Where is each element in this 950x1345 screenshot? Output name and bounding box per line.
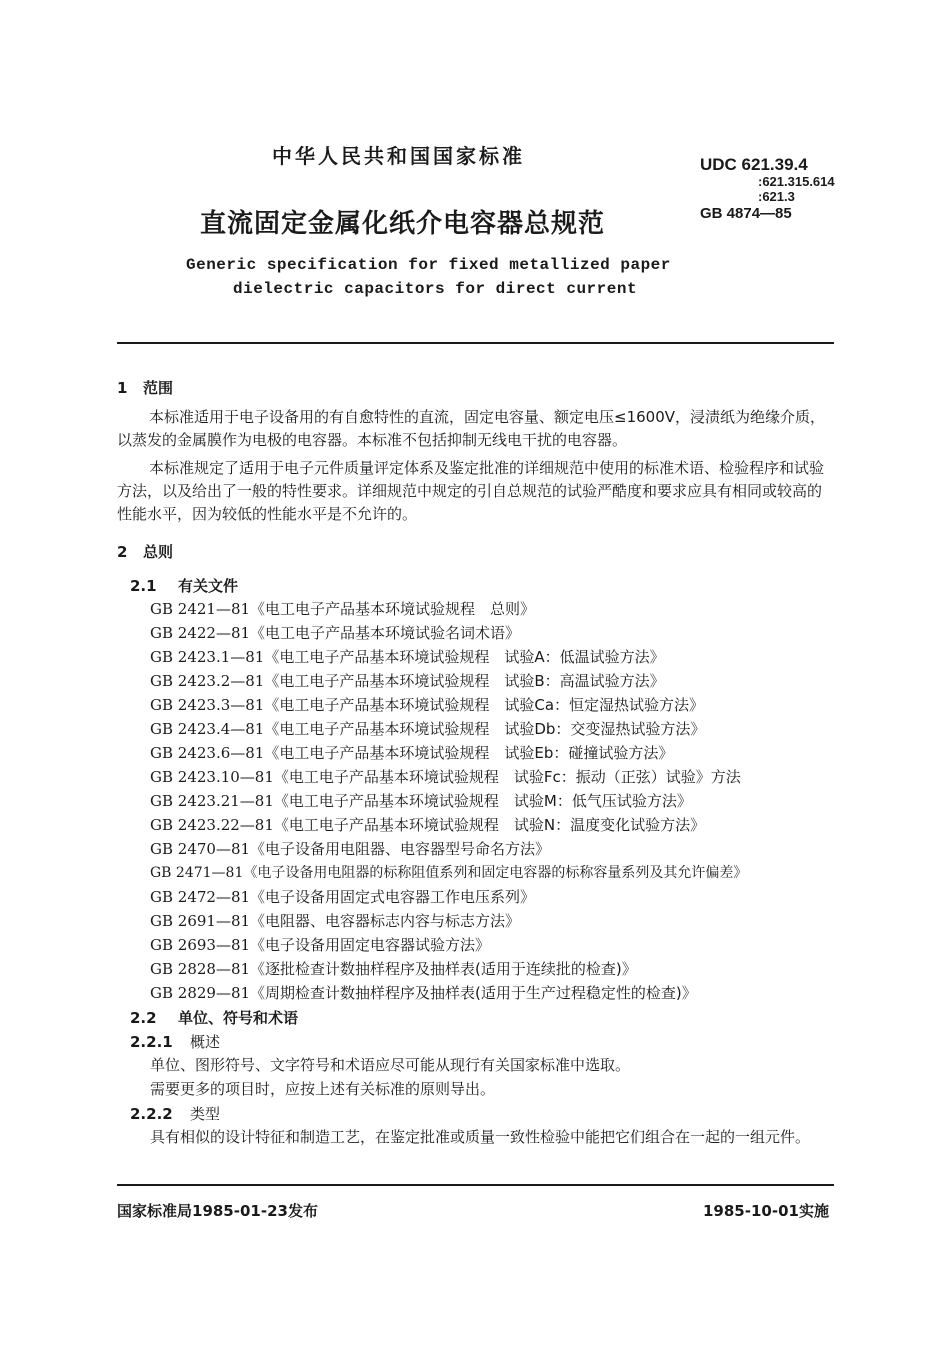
reference-title: 《电子设备用固定电容器试验方法》 [250,936,491,954]
reference-title: 《周期检查计数抽样程序及抽样表(适用于生产过程稳定性的检查)》 [250,984,697,1002]
reference-code: GB 2423.3—81 [150,696,265,714]
udc-code: UDC 621.39.4 [700,155,808,174]
reference-title: 《电工电子产品基本环境试验规程 试验M：低气压试验方法》 [273,792,692,810]
subsection-2-2-heading [130,1007,298,1028]
overview-paragraph-1: 单位、图形符号、文字符号和术语应尽可能从现行有关国家标准中选取。 [150,1056,631,1074]
reference-item [150,886,535,907]
reference-item [150,982,697,1003]
reference-title: 《电工电子产品基本环境试验规程 试验A：低温试验方法》 [264,648,665,666]
udc-code-line2: :621.315.614 [758,174,835,189]
reference-code: GB 2691—81 [150,912,251,930]
subsection-title: 单位、符号和术语 [178,1009,299,1027]
subsection-number: 2.2 [130,1009,157,1027]
overview-paragraph-2: 需要更多的项目时，应按上述有关标准的原则导出。 [150,1080,496,1098]
subsection-title: 有关文件 [178,577,239,595]
reference-title: 《电工电子产品基本环境试验规程 试验Db：交变湿热试验方法》 [264,720,706,738]
issue-date: 国家标准局1985-01-23发布 [117,1202,318,1220]
reference-item [150,838,550,859]
reference-item [150,790,692,811]
reference-code: GB 2472—81 [150,888,251,906]
reference-code: GB 2423.21—81 [150,792,274,810]
reference-code: GB 2693—81 [150,936,251,954]
classification-block [700,156,835,224]
reference-code: GB 2471—81 [150,865,244,881]
reference-code: GB 2829—81 [150,984,251,1002]
reference-code: GB 2470—81 [150,840,251,858]
reference-code: GB 2423.4—81 [150,720,265,738]
reference-title: 《电工电子产品基本环境试验规程 试验Ca：恒定湿热试验方法》 [264,696,705,714]
reference-item [150,670,665,691]
reference-title: 《电工电子产品基本环境试验规程 总则》 [250,600,536,618]
reference-item [150,910,520,931]
subsection-2-2-1-heading [130,1031,220,1052]
reference-code: GB 2423.2—81 [150,672,265,690]
effective-date: 1985-10-01实施 [703,1202,829,1220]
reference-code: GB 2422—81 [150,624,251,642]
reference-code: GB 2423.22—81 [150,816,274,834]
type-paragraph: 具有相似的设计特征和制造工艺，在鉴定批准或质量一致性检验中能把它们组合在一起的一组元件。 [150,1128,811,1146]
reference-item [150,766,741,787]
reference-title: 《逐批检查计数抽样程序及抽样表(适用于连续批的检查)》 [250,960,637,978]
document-title-en-line1: Generic specification for fixed metallized paper [186,256,671,274]
subsection-number: 2.1 [130,577,157,595]
reference-title: 《电子设备用电阻器的标称阻值系列和固定电容器的标称容量系列及其允许偏差》 [243,865,748,881]
reference-title: 《电工电子产品基本环境试验规程 试验N：温度变化试验方法》 [273,816,706,834]
reference-title: 《电工电子产品基本环境试验名词术语》 [250,624,521,642]
reference-title: 《电工电子产品基本环境试验规程 试验B：高温试验方法》 [264,672,665,690]
scope-paragraph-1: 本标准适用于电子设备用的有自愈特性的直流，固定电容量、额定电压≤1600V，浸渍纸为绝缘介质，以蒸发的金属膜作为电极的电容器。本标准不包括抑制无线电干扰的电容器。 [117,408,826,449]
reference-title: 《电子设备用电阻器、电容器型号命名方法》 [250,840,551,858]
reference-title: 《电工电子产品基本环境试验规程 试验Fc：振动（正弦）试验》方法 [273,768,741,786]
reference-item [150,958,637,979]
gb-standard-number: GB 4874—85 [700,205,792,222]
subsection-2-1-heading [130,575,238,596]
reference-item [150,622,520,643]
section-2-heading [117,541,173,562]
reference-item [150,694,704,715]
subsection-number: 2.2.1 [130,1033,173,1051]
reference-item [150,718,705,739]
document-title-cn: 直流固定金属化纸介电容器总规范 [200,209,606,239]
subsection-number: 2.2.2 [130,1105,173,1123]
reference-item [150,814,705,835]
udc-code-line3: :621.3 [758,189,795,204]
reference-item [150,742,673,763]
reference-item [150,934,490,955]
section-number: 1 [117,379,128,397]
reference-item [150,862,747,882]
subsection-title: 类型 [190,1105,221,1123]
header-divider [117,342,834,344]
issuing-organization: 中华人民共和国国家标准 [272,144,525,168]
reference-title: 《电阻器、电容器标志内容与标志方法》 [250,912,521,930]
scope-paragraph-2: 本标准规定了适用于电子元件质量评定体系及鉴定批准的详细规范中使用的标准术语、检验程序和试验方法，以及给出了一般的特性要求。详细规范中规定的引自总规范的试验严酷度和要求应具有相同或较高的性能水平，因为较低的性能水平是不允许的。 [117,459,825,523]
subsection-2-2-2-heading [130,1103,220,1124]
reference-code: GB 2828—81 [150,960,251,978]
section-title: 范围 [143,379,174,397]
reference-code: GB 2423.10—81 [150,768,274,786]
reference-item [150,646,665,667]
document-title-en-line2: dielectric capacitors for direct current [233,280,638,298]
subsection-title: 概述 [190,1033,221,1051]
reference-title: 《电工电子产品基本环境试验规程 试验Eb：碰撞试验方法》 [264,744,674,762]
reference-title: 《电子设备用固定式电容器工作电压系列》 [250,888,536,906]
reference-code: GB 2421—81 [150,600,251,618]
section-number: 2 [117,543,128,561]
section-1-heading [117,377,173,398]
footer-divider [117,1184,834,1186]
reference-code: GB 2423.1—81 [150,648,265,666]
reference-code: GB 2423.6—81 [150,744,265,762]
reference-item [150,598,535,619]
section-title: 总则 [143,543,174,561]
